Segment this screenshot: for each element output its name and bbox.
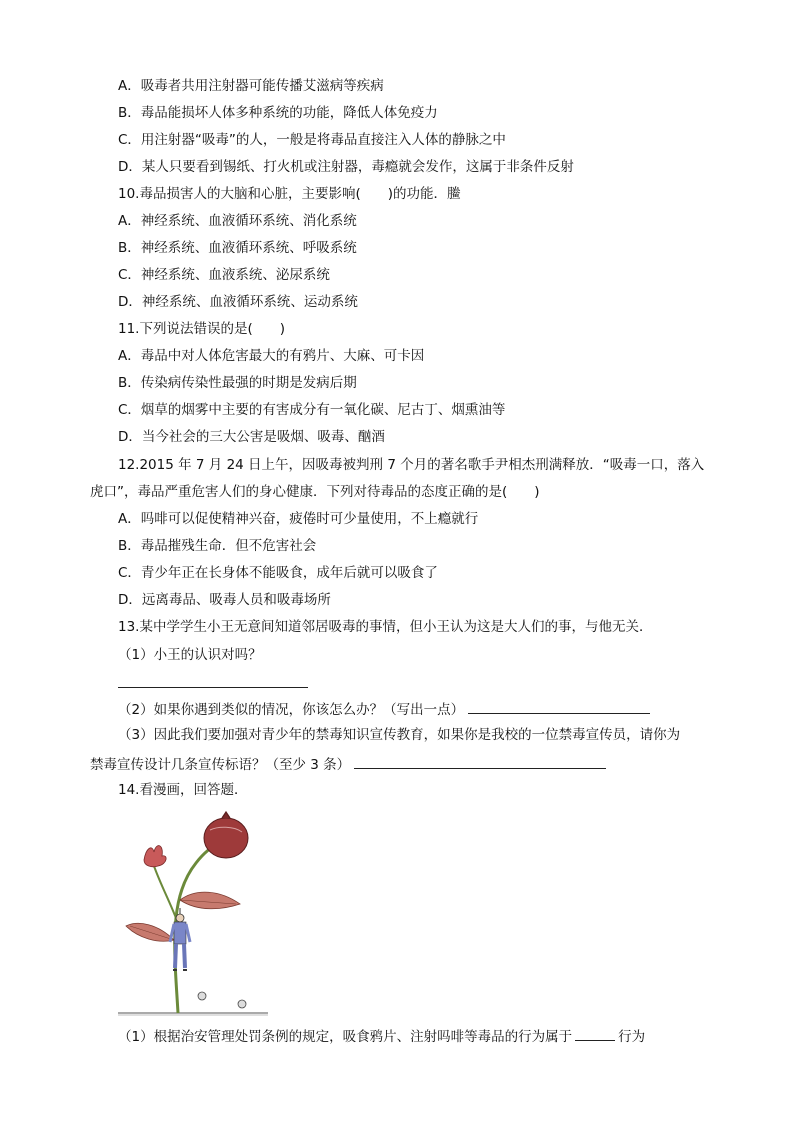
skull-1 [198, 992, 206, 1000]
q13-stem: 13.某中学学生小王无意间知道邻居吸毒的事情，但小王认为这是大人们的事，与他无关． [118, 619, 653, 635]
q11-stem: 11.下列说法错误的是( ) [118, 321, 286, 337]
q14-stem: 14.看漫画，回答题． [118, 782, 248, 798]
q11-option-c: C．烟草的烟雾中主要的有害成分有一氧化碳、尼古丁、烟熏油等 [118, 402, 506, 418]
cartoon-illustration [118, 808, 268, 1018]
q13-sub1-answer-line[interactable] [118, 687, 308, 688]
q12-option-b: B．毒品摧残生命．但不危害社会 [118, 538, 317, 554]
q14-sub1-before: （1）根据治安管理处罚条例的规定，吸食鸦片、注射吗啡等毒品的行为属于 [118, 1029, 573, 1045]
q11-option-b: B．传染病传染性最强的时期是发病后期 [118, 375, 357, 391]
q10-option-a: A．神经系统、血液循环系统、消化系统 [118, 213, 357, 229]
poppy-pod [204, 818, 248, 858]
q9-option-a: A．吸毒者共用注射器可能传播艾滋病等疾病 [118, 78, 384, 94]
figure-head [176, 914, 184, 922]
q13-sub2-answer-blank[interactable] [468, 699, 650, 714]
q9-option-c: C．用注射器“吸毒”的人，一般是将毒品直接注入人体的静脉之中 [118, 132, 506, 148]
pod-crown [222, 812, 230, 818]
figure-legs [175, 944, 185, 968]
plant-side-stem [154, 866, 176, 918]
q12-option-d: D．远离毒品、吸毒人员和吸毒场所 [118, 592, 331, 608]
q10-option-b: B．神经系统、血液循环系统、呼吸系统 [118, 240, 357, 256]
q13-sub1: （1）小王的认识对吗？ [118, 647, 262, 663]
q10-option-d: D．神经系统、血液循环系统、运动系统 [118, 294, 358, 310]
q14-sub1-row [118, 1026, 645, 1046]
q11-option-d: D．当今社会的三大公害是吸烟、吸毒、酗酒 [118, 429, 385, 445]
q12-stem-line1: 12.2015 年 7 月 24 日上午，因吸毒被判刑 7 个月的著名歌手尹相杰刑满释放．“吸毒一口，落入 [118, 457, 705, 473]
q10-option-c: C．神经系统、血液系统、泌尿系统 [118, 267, 330, 283]
q12-option-c: C．青少年正在长身体不能吸食，成年后就可以吸食了 [118, 565, 438, 581]
q13-sub3-row [90, 754, 606, 774]
q11-option-a: A．毒品中对人体危害最大的有鸦片、大麻、可卡因 [118, 348, 425, 364]
q13-sub3-line1: （3）因此我们要加强对青少年的禁毒知识宣传教育，如果你是我校的一位禁毒宣传员，请你为 [118, 727, 681, 743]
q14-sub1-after: 行为 [618, 1029, 646, 1045]
q13-sub3-answer-blank[interactable] [354, 754, 606, 769]
q14-sub1-answer-blank[interactable] [575, 1026, 615, 1041]
figure-body [174, 922, 186, 944]
q12-stem-line2: 虎口”，毒品严重危害人们的身心健康．下列对待毒品的态度正确的是( ) [90, 484, 540, 500]
q13-sub2-row [118, 699, 650, 719]
small-flower [144, 846, 166, 867]
q9-option-b: B．毒品能损坏人体多种系统的功能，降低人体免疫力 [118, 105, 438, 121]
q10-stem: 10.毒品损害人的大脑和心脏，主要影响( )的功能．䲢 [118, 186, 461, 202]
q13-sub3-line2: 禁毒宣传设计几条宣传标语？（至少 3 条） [90, 757, 351, 773]
skull-2 [238, 1000, 246, 1008]
q13-sub2: （2）如果你遇到类似的情况，你该怎么办？（写出一点） [118, 702, 465, 718]
q9-option-d: D．某人只要看到锡纸、打火机或注射器，毒瘾就会发作，这属于非条件反射 [118, 159, 574, 175]
q12-option-a: A．吗啡可以促使精神兴奋，疲倦时可少量使用，不上瘾就行 [118, 511, 479, 527]
